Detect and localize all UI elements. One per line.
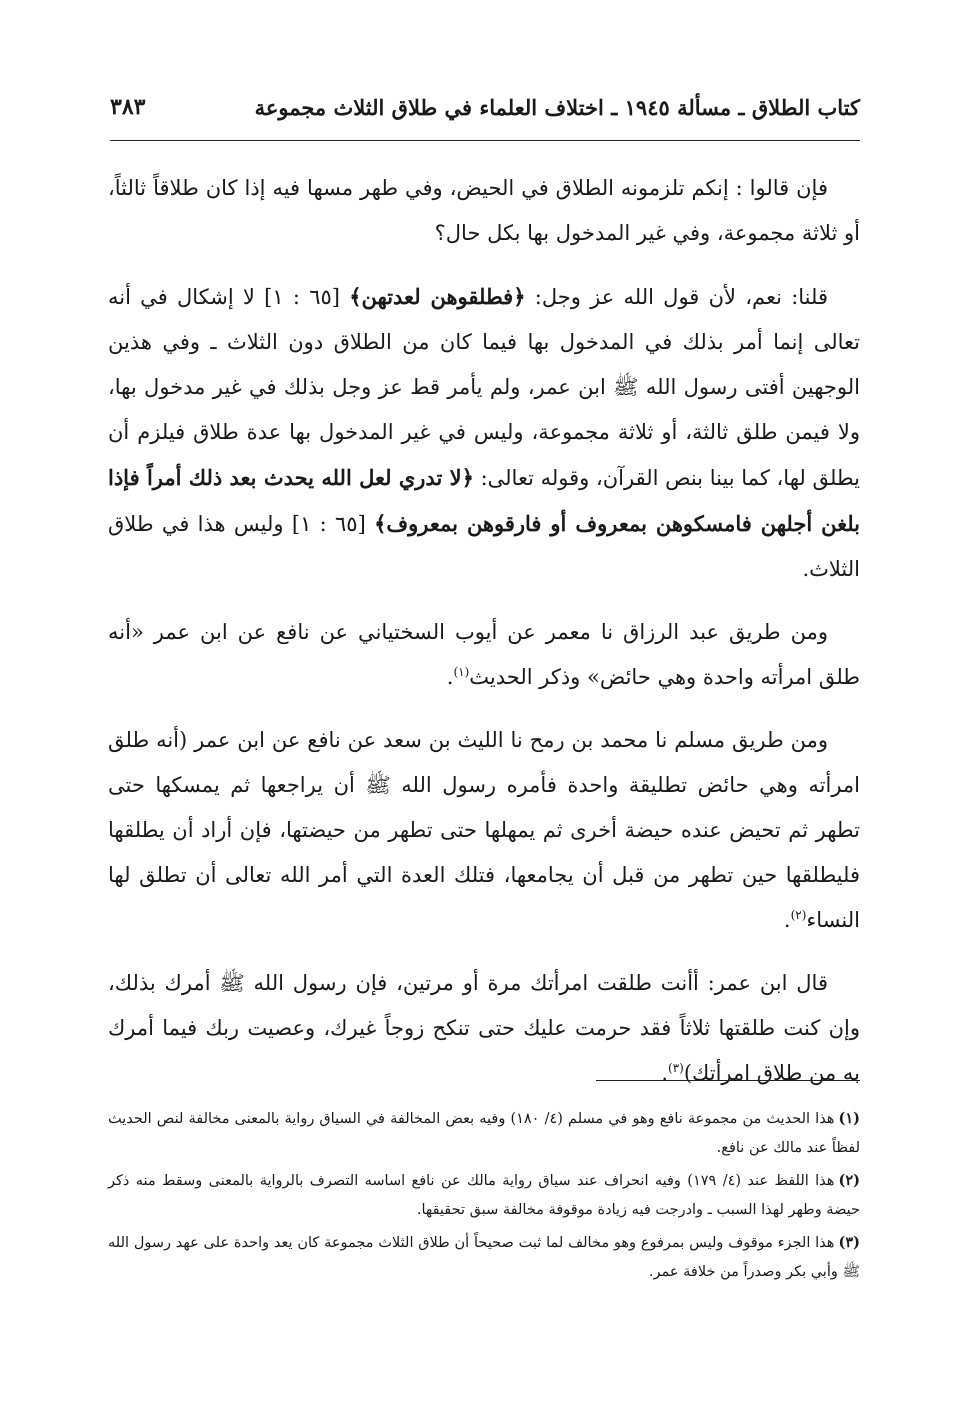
paragraph-end: . — [446, 665, 454, 689]
running-title: كتاب الطلاق ـ مسألة ١٩٤٥ ـ اختلاف العلماء في طلاق الثلاث مجموعة — [254, 94, 860, 120]
footnote-marker[interactable]: (١) — [453, 665, 470, 679]
paragraph-text: فإن قالوا : إنكم تلزمونه الطلاق في الحيض، وفي طهر مسها فيه إذا كان طلاقاً ثالثاً، أو ثلاثة مجموعة، وفي غير المدخول بها بكل حال؟ — [108, 176, 860, 245]
footnote-marker[interactable]: (٣) — [668, 1061, 684, 1075]
paragraph-text: ومن طريق مسلم نا محمد بن رمح نا الليث بن سعد عن نافع عن ابن عمر (أنه طلق امرأته وهي حائض تطليقة واحدة فأمره رسول الله ﷺ أن يراجعها ثم يمسكها حتى تطهر ثم تحيض عنده حيضة أخرى ثم يمهلها حتى تطهر من حيضتها، فإن أراد أن يطلقها فليطلقها حين تطهر من قبل أن يجامعها، فتلك العدة التي أمر الله تعالى أن تطلق لها النساء — [108, 728, 860, 932]
paragraph-objection — [108, 166, 860, 256]
paragraph-muslim-narration — [108, 718, 860, 943]
paragraph-end: . — [783, 908, 791, 932]
footnote-text: هذا الجزء موقوف وليس بمرفوع وهو مخالف لما ثبت صحيحاً أن طلاق الثلاث مجموعة كان يعد واحدة على عهد رسول الله ﷺ وأبي بكر وصدراً من خلافة عمر. — [108, 1235, 860, 1280]
verse-reference: [٦٥ : ١] — [254, 285, 350, 309]
footnotes — [108, 1104, 860, 1290]
verse-reference: [٦٥ : ١] — [283, 512, 375, 536]
footnote-text: هذا اللفظ عند (٤/ ١٧٩) وفيه انحراف عند سياق رواية مالك عن نافع اساسه التصرف بالرواية بالمعنى وسقط منه ذكر حيضة وطهر لهذا السبب ـ وادرجت فيه زيادة موقوفة مخالفة سبق تحقيقها. — [108, 1173, 860, 1218]
footnote-item — [108, 1104, 860, 1163]
footnote-divider — [596, 1080, 860, 1081]
paragraph-text: ومن طريق عبد الرزاق نا معمر عن أيوب السختياني عن نافع عن ابن عمر «أنه طلق امرأته واحدة وهي حائض» وذكر الحديث — [108, 620, 860, 689]
footnote-number: (١) — [838, 1110, 860, 1127]
footnote-marker[interactable]: (٢) — [790, 908, 807, 922]
footnote-number: (٢) — [838, 1172, 860, 1189]
page-header — [110, 82, 860, 132]
reply-intro: قلنا: نعم، لأن قول الله عز وجل: — [525, 285, 829, 309]
page-number: ٣٨٣ — [110, 94, 146, 120]
reply-body: لا إشكال في أنه تعالى إنما أمر بذلك في المدخول بها فيما كان من الطلاق دون الثلاث ـ وفي هذين الوجهين أفتى رسول الله ﷺ ابن عمر، ولم يأمر قط عز وجل بذلك في غير مدخول بها، ولا فيمن طلق ثالثة، أو ثلاثة مجموعة، وليس في غير المدخول بها عدة طلاق فيلزم أن يطلق لها، كما بينا بنص القرآن، وقوله تعالى: — [108, 285, 860, 490]
footnote-item — [108, 1166, 860, 1225]
footnote-item — [108, 1228, 860, 1287]
paragraph-text: قال ابن عمر: أأنت طلقت امرأتك مرة أو مرتين، فإن رسول الله ﷺ أمرك بذلك، وإن كنت طلقتها ثلاثاً فقد حرمت عليك حتى تنكح زوجاً غيرك، وعصيت ربك فيما أمرك به من طلاق امرأتك) — [108, 971, 860, 1085]
paragraph-reply — [108, 274, 860, 592]
header-divider — [110, 140, 860, 141]
reply-conclusion: وليس هذا في طلاق الثلاث. — [108, 512, 860, 581]
footnote-number: (٣) — [838, 1234, 860, 1251]
footnote-text: هذا الحديث من مجموعة نافع وهو في مسلم (٤/ ١٨٠) وفيه بعض المخالفة في السياق رواية بالمعنى مخالفة لنص الحديث لفظاً عند مالك عن نافع. — [108, 1111, 860, 1156]
paragraph-ibn-umar-saying — [108, 961, 860, 1096]
paragraph-abdulrazzaq-narration — [108, 610, 860, 700]
main-text — [108, 166, 860, 1096]
quran-verse: ﴿فطلقوهن لعدتهن﴾ — [349, 284, 526, 309]
quran-verse: ﴿لا تدري لعل الله يحدث بعد ذلك أمراً فإذا بلغن أجلهن فامسكوهن بمعروف أو فارقوهن بمعروف﴾ — [108, 465, 861, 536]
paragraph-end: . — [661, 1061, 669, 1085]
